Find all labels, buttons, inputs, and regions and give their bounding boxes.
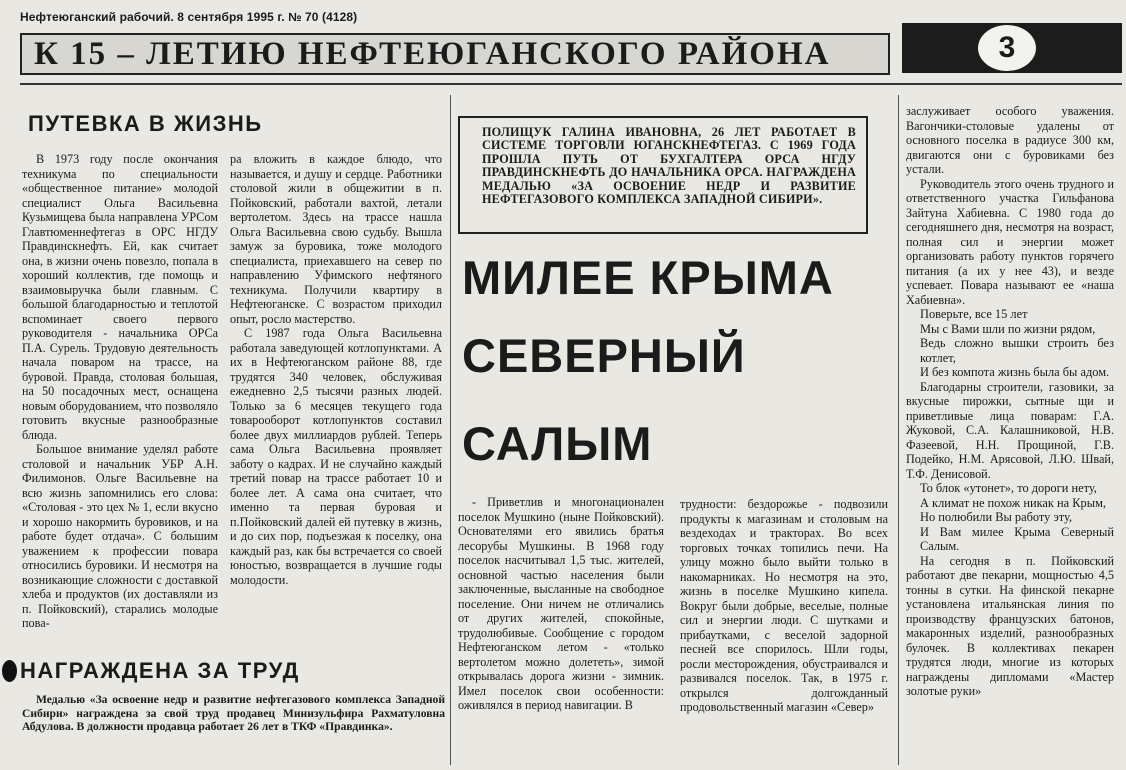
header-rule [20,83,1122,85]
paragraph: С 1987 года Ольга Васильевна работала заведующей котлопунктами. А их в Нефтеюганском районе 88, где трудятся 340 человек, обслуживая ежедневно 2,5 тысячи разных людей. Только за 6 месяцев текущего года товарооборот котлопунктов составил более двух миллиардов рублей. Теперь сама Ольга Васильевна проявляет заботу о кадрах. И не случайно каждый третий повар на трассе работает 10 и более лет. А сама она считает, что именно та первая буровая и п.Пойковский далей ей путевку в жизнь, и до сих пор, подъезжая к поселку, она каждый раз, как бы встречается со своей юностью, возвращается в лучшие годы молодости. [230,326,442,587]
paragraph: ра вложить в каждое блюдо, что называется, и душу и сердце. Работники столовой жили в общежитии в п. Пойковский, работали вахтой, летали вертолетом. Здесь на трассе нашла Ольга Васильевна свою судьбу. Вышла замуж за буровика, тоже молодого специалиста, приехавшего на север по направлению Уфимского нефтяного техникума. Получили квартиру в Нефтеюганске. С возрастом приходил опыт, росло мастерство. [230,152,442,326]
poem-line: Мы с Вами шли по жизни рядом, [920,321,1096,336]
bullet-mark [2,660,17,682]
column-divider [898,95,899,765]
poem-line: То блок «утонет», то дороги нету, [920,481,1097,495]
banner-title: К 15 – ЛЕТИЮ НЕФТЕЮГАНСКОГО РАЙОНА [34,36,831,72]
paragraph: В 1973 году после окончания техникума по специальности «общественное питание» молодой специалист Ольга Васильевна Кузьмищева была направлена УРСом Главтюменнефтегаз в ОРС НГДУ Правдинскнефть. Ей, как считает она, в жизни очень повезло, попала в хороший коллектив, где помощь и взаимовыручка были главным. С большой благодарностью и теплотой вспоминает своего первого руководителя - начальника ОРСа П.А. Сурель. Трудовую деятельность начала поваром на трассе, на буровой. Правда, столовая большая, на 50 посадочных мест, оснащена новым оборудованием, что позволяло готовить вкусные разнообразные блюда. [22,152,218,442]
article3-col2 [680,497,888,715]
article3-headline-line2: СЕВЕРНЫЙ [462,329,746,382]
poem-line: И Вам милее Крыма Северный Салым. [920,524,1114,553]
poem-line: А климат не похож никак на Крым, [920,495,1107,510]
poem-stanza [906,481,1114,554]
paragraph: Руководитель этого очень трудного и ответственного участка Гильфанова Зайтуна Хабиевна. С 1980 года до сегодняшнего дня, несмотря на возраст, полная сил и энергии может организовать работу пунктов горячего питания (а их у нее 43), и везде успевает. Повара называют ее «наша Хабиевна». [906,176,1114,307]
paragraph: трудности: бездорожье - подвозили продукты к магазинам и столовым на вездеходах и тракторах. Во всех торговых точках топились печи. На улицу можно было выйти только в накомарниках. Но несмотря на это, жизнь в поселке Мушкино кипела. Вокруг были добрые, веселые, полные сил и энергии люди. С шутками и прибаутками, с веселой задорной песней все спорилось. Шли годы, росли месторождения, обустраивался и развивался поселок. Так, в 1975 г. открылся долгожданный продовольственный магазин «Север» [680,497,888,714]
article3-headline-line3: САЛЫМ [462,417,653,470]
article3-col1 [458,495,664,713]
article2-text: Медалью «За освоение недр и развитие нефтегазового комплекса Западной Сибири» награждена за свой труд продавец Минизульфира Рахматуловна Абдулова. В должности продавца работает 26 лет в ТКФ «Правдинка». [22,693,445,733]
section-banner [20,33,890,75]
paragraph: Благодарны строители, газовики, за вкусные пирожки, сытные щи и приветливые лица поварам: Г.А. Жуковой, С.А. Калашниковой, Н.В. Фазеевой, Н.Н. Прощиной, Г.В. Подейко, Н.М. Арясовой, Л.Ю. Швай, Т.Ф. Денисовой. [906,379,1114,481]
page-number: 3 [976,23,1038,73]
poem-line: Ведь сложно вышки строить без котлет, [920,336,1114,365]
article1-headline: ПУТЕВКА В ЖИЗНЬ [28,111,263,136]
article1-col1 [22,152,218,631]
article2-headline: НАГРАЖДЕНА ЗА ТРУД [20,658,300,683]
poem-line: Поверьте, все 15 лет [920,307,1028,321]
page-number-box [902,23,1122,73]
callout-box: ПОЛИЩУК ГАЛИНА ИВАНОВНА, 26 ЛЕТ РАБОТАЕТ В СИСТЕМЕ ТОРГОВЛИ ЮГАНСКНЕФТЕГАЗ. С 1969 ГОДА ПРОШЛА ПУТЬ ОТ БУХГАЛТЕРА ОРСА НГДУ ПРАВДИНСКНЕФТЬ ДО НАЧАЛЬНИКА ОРСА. НАГРАЖДЕНА МЕДАЛЬЮ «ЗА ОСВОЕНИЕ НЕДР И РАЗВИТИЕ НЕФТЕГАЗОВОГО КОМПЛЕКСА ЗАПАДНОЙ СИБИРИ». [458,116,868,234]
paragraph: заслуживает особого уважения. Вагончики-столовые удалены от основного поселка в радиусе 300 км, двигаются они с буровиками без устали. [906,104,1114,176]
poem-line: И без компота жизнь была бы адом. [920,365,1110,379]
article3-headline-line1: МИЛЕЕ КРЫМА [462,251,834,304]
article1-col2 [230,152,442,587]
column-divider [450,95,451,765]
poem-stanza [906,307,1114,380]
article3-col3 [906,104,1114,699]
masthead: Нефтеюганский рабочий. 8 сентября 1995 г. № 70 (4128) [20,10,358,24]
paragraph: Большое внимание уделял работе столовой и начальник УБР А.Н. Филимонов. Ольге Васильевне на всю жизнь запомнились его слова: «Столовая - это цех № 1, если вкусно и хорошо накормить буровиков, и на работе будет отдача». С большим уважением к профессии повара относились буровики. И несмотря на возникающие сложности с доставкой хлеба и продуктов (их доставляли из п. Пойковский), старались молодые пова- [22,442,218,630]
paragraph: - Приветлив и многонационален поселок Мушкино (ныне Пойковский). Основателями его явились братья лесорубы Мушкины. В 1968 году поселок насчитывал 1,5 тыс. жителей, основной частью населения были заключенные, высланные на свободное поселение. Они ничем не отличались от других жителей, спокойные, трудолюбивые. Сообщение с городом Нефтеюганском летом - «только вертолетом можно долететь», зимой открывалась дорога жизни - зимник. Имел поселок свои особенности: оживлялся в период навигации. В [458,495,664,712]
paragraph: На сегодня в п. Пойковский работают две пекарни, мощностью 4,5 тонны в сутки. На финской пекарне установлена итальянская линия по производству французских батонов, макаронных изделий, разнообразных булочек. В коллективах пекарен трудятся люди, многие из которых награждены дипломами «Мастер золотые руки» [906,553,1114,698]
poem-line: Но полюбили Вы работу эту, [920,510,1073,524]
